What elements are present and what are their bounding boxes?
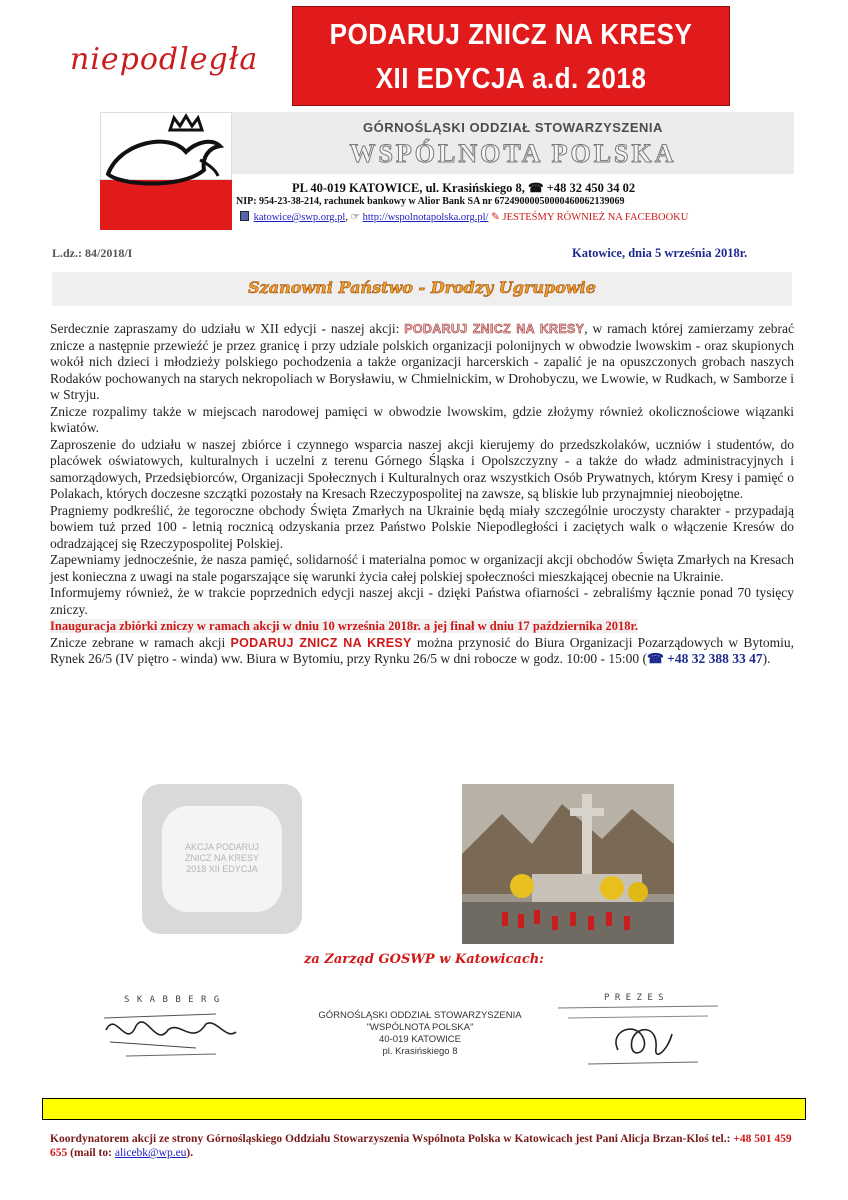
nip-bank-line: NIP: 954-23-38-214, rachunek bankowy w Alior Bank SA nr 67249000050000460062139069 xyxy=(236,196,625,207)
phone-icon: ☎ xyxy=(646,651,668,666)
paragraph-inauguration xyxy=(50,618,794,635)
organization-name: WSPÓLNOTA POLSKA xyxy=(349,139,677,168)
campaign-edition: XII EDYCJA a.d. 2018 xyxy=(375,63,647,95)
phone-number: +48 32 450 34 02 xyxy=(546,181,636,195)
svg-text:S K A B B E R G: S K A B B E R G xyxy=(124,995,221,1005)
reference-number: L.dz.: 84/2018/I xyxy=(52,246,133,260)
organization-name-band xyxy=(232,112,794,174)
paragraph-dropoff: Znicze zebrane w ramach akcji PODARUJ ZNICZ NA KRESY można przynosić do Biura Organizacji Pozarządowych w Bytomiu, Rynek 26/5 (IV piętro - winda) ww. Biura w Bytomiu, przy Rynku 26/5 w dni robocze w godz. 10:00 - 15:00 (☎ +48 32 388 33 47). xyxy=(50,634,794,666)
office-phone: +48 32 388 33 47 xyxy=(667,651,763,666)
organization-branch: GÓRNOŚLĄSKI ODDZIAŁ STOWARZYSZENIA xyxy=(363,120,663,135)
paragraph-anniversary: Pragniemy podkreślić, że tegoroczne obchody Święta Zmarłych na Ukrainie będą miały szczególnie uroczysty charakter - przypadają bowiem tuż przed 100 - letnią rocznicą odzyskania przez Państwo Polskie Niepodległości i zaciętych walk o włączenie Kresów do odradzającej się Rzeczypospolitej Polskiej. xyxy=(50,502,794,551)
website-link[interactable]: http://wspolnotapolska.org.pl/ xyxy=(362,212,489,223)
paragraph-memorials: Znicze rozpalimy także w miejscach narodowej pamięci w obwodzie lwowskim, gdzie złożymy również okolicznościowe wiązanki kwiatów. xyxy=(50,403,794,435)
paragraph-invitation: Serdecznie zapraszamy do udziału w XII edycji - naszej akcji: PODARUJ ZNICZ NA KRESY, w ramach której zamierzamy zebrać znicze a następnie przewieźć je przez granicę i przy udziale polskich organizacji polonijnych w obwodzie lwowskim - oraz skupionych wokół nich dzieci i młodzieży polskiego pochodzenia a także organizacji harcerskich - zapalić je na opuszczonych grobach naszych Rodaków pochowanych na starych nekropoliach w Borysławiu, w Chmielnickim, w Drohobyczu, we Lwowie, w Rudkach, w Samborze i w Stryju. xyxy=(50,321,794,402)
signature-right xyxy=(548,990,744,1076)
seal-line: pl. Krasińskiego 8 xyxy=(382,1046,458,1057)
cemetery-photo-illustration xyxy=(462,784,674,944)
campaign-title: PODARUJ ZNICZ NA KRESY xyxy=(329,19,693,51)
seal-line: GÓRNOŚLĄSKI ODDZIAŁ STOWARZYSZENIA xyxy=(318,1010,522,1021)
eagle-crown-logo-icon xyxy=(100,112,232,230)
stamp-line: AKCJA PODARUJ xyxy=(184,842,260,852)
yellow-divider-bar xyxy=(42,1098,806,1120)
phone-icon: ☎ xyxy=(528,181,544,195)
inauguration-dates: Inauguracja zbiórki zniczy w ramach akcji w dniu 10 września 2018r. a jej finał w dniu 17 października 2018r. xyxy=(50,619,638,633)
letter-date: Katowice, dnia 5 września 2018r. xyxy=(572,246,748,260)
seal-line: "WSPÓLNOTA POLSKA" xyxy=(366,1022,474,1033)
handwritten-signature-right xyxy=(548,990,744,1076)
signature-left xyxy=(96,990,286,1062)
campaign-name-highlight: PODARUJ ZNICZ NA KRESY xyxy=(404,322,585,336)
email-link[interactable]: katowice@swp.org.pl xyxy=(253,212,346,223)
campaign-title-box xyxy=(292,6,730,106)
svg-text:P R E Z E S: P R E Z E S xyxy=(604,993,664,1003)
paragraph-previous-editions: Informujemy również, że w trakcie poprzednich edycji naszej akcji - dzięki Państwa ofiarności - zebraliśmy łącznie ponad 70 tysięcy zniczy. xyxy=(50,585,794,617)
paragraph-audience: Zaproszenie do udziału w naszej zbiórce i czynnego wsparcia naszej akcji kierujemy do przedszkolaków, uczniów i studentów, do placówek oświatowych, kulturalnych i uczelni z terenu Górnego Śląska i Opolszczyzny - a także do władz administracyjnych i samorządowych, Przedsiębiorców, Organizacji Społecznych i Kulturalnych oraz wszystkich Osób Prywatnych, którym Kresy i pamięć o Polakach, których doczesne szczątki pozostały na Kresach Rzeczypospolitej na zawsze, są bliskie lub przynajmniej nieobojętne. xyxy=(50,436,794,501)
address-line xyxy=(292,180,635,196)
handwritten-signature-left xyxy=(96,990,286,1062)
organization-logo xyxy=(100,112,232,230)
stamp-line: ZNICZ NA KRESY xyxy=(184,853,259,863)
stamp-line: 2018 XII EDYCJA xyxy=(186,864,258,874)
thumb-icon: ✎ xyxy=(491,212,500,223)
seal-line: 40-019 KATOWICE xyxy=(378,1034,461,1045)
address: PL 40-019 KATOWICE, ul. Krasińskiego 8, xyxy=(292,181,525,195)
signoff-line: za Zarząd GOSWP w Katowicach: xyxy=(304,952,544,967)
campaign-name-highlight-2: PODARUJ ZNICZ NA KRESY xyxy=(230,635,412,650)
salutation-band xyxy=(52,272,792,306)
official-seal xyxy=(302,1010,538,1074)
coordinator-footer: Koordynatorem akcji ze strony Górnośląskiego Oddziału Stowarzyszenia Wspólnota Polska w Katowicach jest Pani Alicja Brzan-Kloś tel.: +48 501 459 655 (mail to: alicebk@wp.eu). xyxy=(50,1133,792,1159)
campaign-stamp-graphic xyxy=(142,784,302,934)
facebook-note: JESTEŚMY RÓWNIEŻ NA FACEBOOKU xyxy=(502,212,689,223)
salutation: Szanowni Państwo - Drodzy Ugrupowie xyxy=(248,278,596,297)
niepodlegla-logo-text: niepodległa xyxy=(70,42,259,77)
book-icon xyxy=(240,211,249,221)
pointing-hand-icon: ☞ xyxy=(350,212,361,223)
coordinator-phone: +48 501 459 655 xyxy=(50,1133,792,1159)
letter-body xyxy=(50,321,794,668)
contact-links-line: katowice@swp.org.pl, ☞ http://wspolnotapolska.org.pl/ ✎ JESTEŚMY RÓWNIEŻ NA FACEBOOKU xyxy=(240,211,688,223)
paragraph-solidarity: Zapewniamy jednocześnie, że nasza pamięć, solidarność i materialna pomoc w organizacji akcji obchodów Święta Zmarłych na Kresach jest konieczna z uwagi na stale pogarszające się warunki życia całej polskiej społeczności mieszkającej obecnie na Ukrainie. xyxy=(50,552,794,584)
coordinator-email-link[interactable]: alicebk@wp.eu xyxy=(114,1147,187,1159)
cemetery-candles-photo xyxy=(462,784,674,944)
